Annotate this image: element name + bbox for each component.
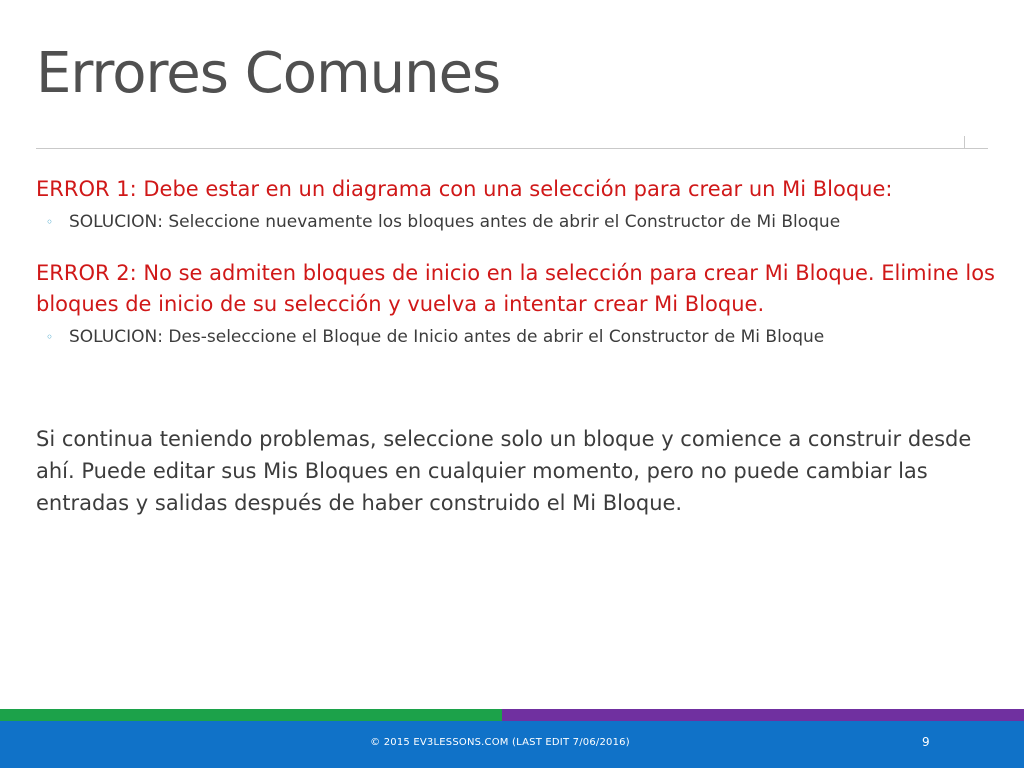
- error-1-text: ERROR 1: Debe estar en un diagrama con una selección para crear un Mi Bloque:: [36, 177, 893, 201]
- solution-2-text: SOLUCION: Des-seleccione el Bloque de Inicio antes de abrir el Constructor de Mi Bloque: [69, 327, 825, 347]
- slide-content: [36, 174, 996, 519]
- error-2-text: ERROR 2: No se admiten bloques de inicio en la selección para crear Mi Bloque. Elimine los bloques de inicio de su selección y vuelva a intentar crear Mi Bloque.: [36, 261, 995, 316]
- footer-stripe-purple: [502, 709, 1024, 721]
- title-divider-tick: [964, 136, 965, 148]
- bullet-circle-icon: ◦: [46, 330, 54, 344]
- title-divider: [36, 148, 988, 149]
- solution-1-item: [36, 208, 939, 236]
- solution-1-text: SOLUCION: Seleccione nuevamente los bloques antes de abrir el Constructor de Mi Bloque: [69, 212, 841, 232]
- bullet-circle-icon: ◦: [46, 215, 54, 229]
- slide-title: Errores Comunes: [36, 41, 501, 106]
- footer-stripe-green: [0, 709, 502, 721]
- closing-paragraph: Si continua teniendo problemas, seleccione solo un bloque y comience a construir desde ahí. Puede editar sus Mis Bloques en cualquier momento, pero no puede cambiar las entradas y salidas después de haber construido el Mi Bloque.: [36, 427, 972, 515]
- footer-copyright: © 2015 EV3LESSONS.COM (LAST EDIT 7/06/2016): [370, 737, 630, 748]
- page-number: 9: [922, 735, 930, 749]
- solution-2-item: [36, 323, 939, 351]
